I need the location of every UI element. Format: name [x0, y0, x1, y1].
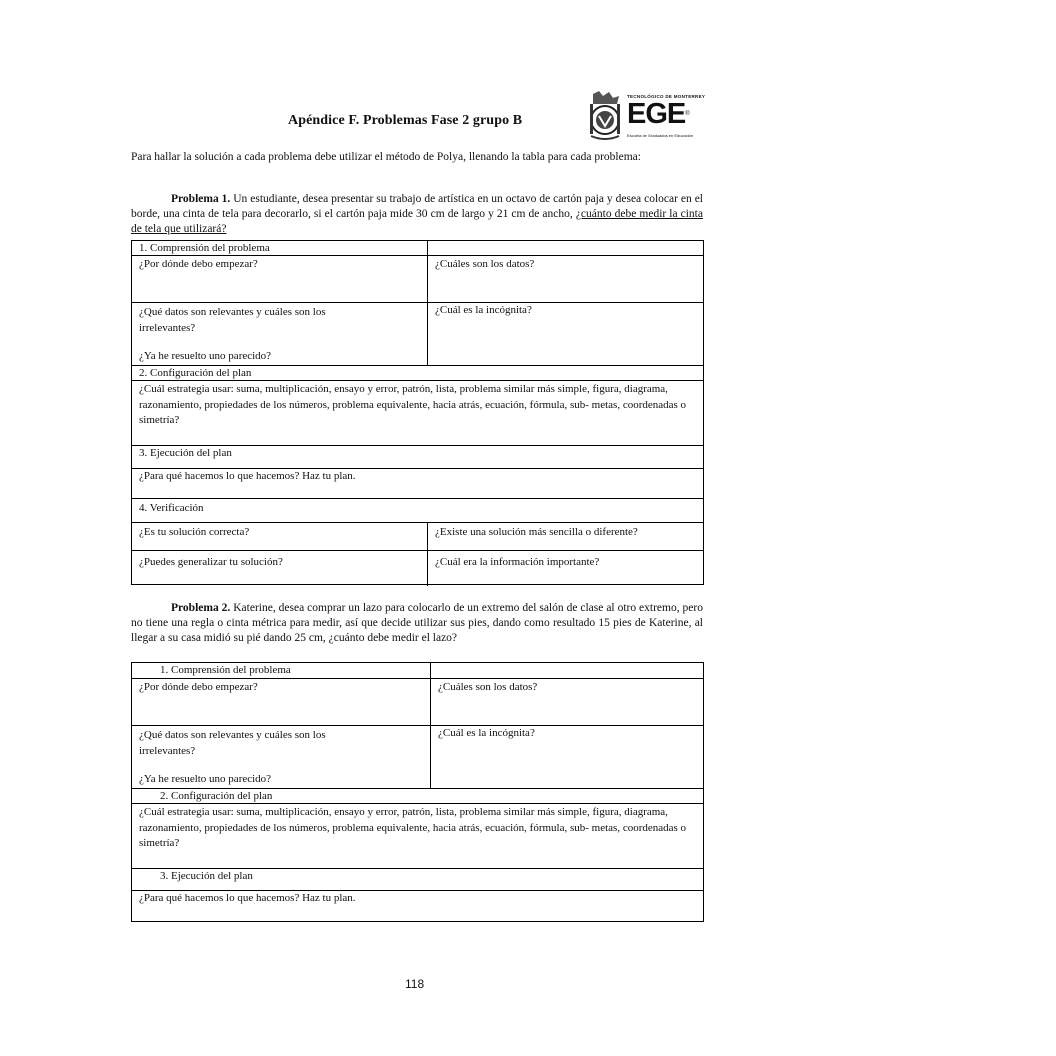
t1-q-similar: ¿Ya he resuelto uno parecido? — [139, 350, 272, 362]
problem-1-statement: Problema 1. Un estudiante, desea presentar su trabajo de artística en un octavo de cartón paja y desea colocar en el borde, una cinta de tela para decorarlo, si el cartón paja mide 30 cm de largo y 21 cm de ancho, ¿cuánto debe medir la cinta de tela que utilizará? — [131, 193, 703, 235]
t1-q-correct: ¿Es tu solución correcta? — [139, 526, 250, 538]
t2-q-similar: ¿Ya he resuelto uno parecido? — [139, 773, 272, 785]
t1-q-strategy: ¿Cuál estrategia usar: suma, multiplicación, ensayo y error, patrón, lista, problema similar más simple, figura, diagrama, razonamiento, propiedades de los números, problema equivalente, hacia atrás, ecuación, fórmula, sub- metas, coordenadas o simetría? — [139, 383, 687, 426]
t2-q-data: ¿Cuáles son los datos? — [438, 681, 538, 693]
logo-acronym: EGE® — [627, 98, 689, 130]
t2-q-strategy: ¿Cuál estrategia usar: suma, multiplicación, ensayo y error, patrón, lista, problema similar más simple, figura, diagrama, razonamiento, propiedades de los números, problema equivalente, hacia atrás, ecuación, fórmula, sub- metas, coordenadas o simetría? — [139, 806, 687, 849]
t2-q-unknown: ¿Cuál es la incógnita? — [438, 727, 535, 739]
logo-subtitle: Escuela de Graduados en Educación — [627, 133, 694, 138]
t1-q-data: ¿Cuáles son los datos? — [435, 258, 535, 270]
page-title: Apéndice F. Problemas Fase 2 grupo B — [288, 113, 523, 128]
t2-section-execution: 3. Ejecución del plan — [160, 870, 253, 882]
t1-q-why: ¿Para qué hacemos lo que hacemos? Haz tu plan. — [139, 470, 356, 482]
crest-icon — [587, 90, 623, 142]
t1-q-unknown: ¿Cuál es la incógnita? — [435, 304, 532, 316]
page-number: 118 — [405, 977, 425, 991]
logo-institution: TECNOLÓGICO DE MONTERREY — [627, 94, 706, 99]
t1-q-relevant: ¿Qué datos son relevantes y cuáles son los irrelevantes? — [139, 306, 326, 334]
t1-section-plan: 2. Configuración del plan — [139, 367, 252, 379]
t1-q-simpler: ¿Existe una solución más sencilla o diferente? — [435, 526, 638, 538]
t2-q-relevant: ¿Qué datos son relevantes y cuáles son los irrelevantes? — [139, 729, 326, 757]
t2-q-start: ¿Por dónde debo empezar? — [139, 681, 258, 693]
t2-section-plan: 2. Configuración del plan — [160, 790, 273, 802]
t1-q-start: ¿Por dónde debo empezar? — [139, 258, 258, 270]
t1-q-generalize: ¿Puedes generalizar tu solución? — [139, 556, 283, 568]
intro-paragraph: Para hallar la solución a cada problema debe utilizar el método de Polya, llenando la tabla para cada problema: — [131, 151, 641, 163]
t1-section-execution: 3. Ejecución del plan — [139, 447, 232, 459]
t1-section-verification: 4. Verificación — [139, 502, 204, 514]
polya-table-2 — [131, 662, 704, 922]
problem-2-statement: Problema 2. Katerine, desea comprar un lazo para colocarlo de un extremo del salón de clase al otro extremo, pero no tiene una regla o cinta métrica para medir, así que decide utilizar sus pies, dando como resultado 15 pies de Katerine, al llegar a su casa midió su pié dando 25 cm, ¿cuánto debe medir el lazo? — [131, 602, 703, 644]
t2-q-why: ¿Para qué hacemos lo que hacemos? Haz tu plan. — [139, 892, 356, 904]
t1-q-important: ¿Cuál era la información importante? — [435, 556, 600, 568]
t2-section-comprehension: 1. Comprensión del problema — [160, 664, 291, 676]
t1-section-comprehension: 1. Comprensión del problema — [139, 242, 270, 254]
polya-table-1 — [131, 240, 704, 585]
ege-logo — [587, 90, 707, 142]
